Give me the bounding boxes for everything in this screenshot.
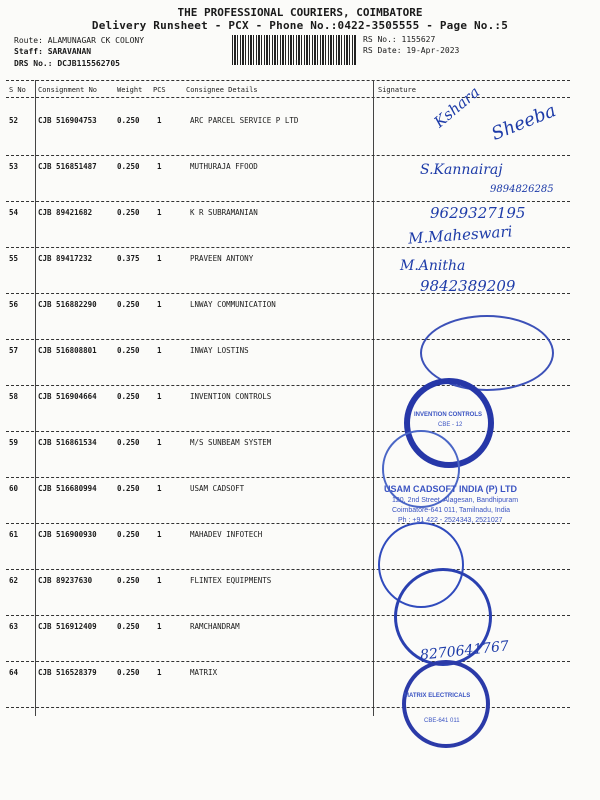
row-weight: 0.250	[117, 346, 140, 355]
row-consignee: MAHADEV INFOTECH	[190, 530, 263, 539]
row-consignee: MATRIX	[190, 668, 218, 677]
route-line	[14, 36, 144, 45]
header-top-rule	[6, 80, 570, 81]
row-consignee: INVENTION CONTROLS	[190, 392, 272, 401]
col-consignment: Consignment No	[38, 86, 98, 94]
drs-value: DCJB115562705	[57, 59, 120, 68]
row-consignee: ARC PARCEL SERVICE P LTD	[190, 116, 299, 125]
col-consignee: Consignee Details	[186, 86, 258, 94]
handwritten-phone: 8270641767	[419, 638, 510, 664]
rs-date-line	[363, 46, 459, 55]
row-rule	[6, 661, 570, 662]
row-weight: 0.250	[117, 392, 140, 401]
row-weight: 0.250	[117, 438, 140, 447]
invention-stamp-text: INVENTION CONTROLS	[414, 412, 483, 418]
usam-stamp-address: Coimbatore-641 011, Tamilnadu, India	[392, 507, 511, 514]
row-rule	[6, 569, 570, 570]
barcode	[232, 35, 356, 65]
row-sno: 53	[9, 162, 19, 171]
row-consignment: CJB 89417232	[38, 254, 93, 263]
row-pcs: 1	[157, 392, 162, 401]
row-pcs: 1	[157, 622, 162, 631]
rs-no-value: 1155627	[401, 35, 436, 44]
row-consignment: CJB 516904753	[38, 116, 97, 125]
row-rule	[6, 477, 570, 478]
row-pcs: 1	[157, 300, 162, 309]
row-pcs: 1	[157, 484, 162, 493]
row-weight: 0.250	[117, 116, 140, 125]
row-sno: 63	[9, 622, 19, 631]
row-sno: 57	[9, 346, 19, 355]
staff-line	[14, 47, 91, 56]
usam-stamp-address: 120, 2nd Street, Alagesan, Bandhipuram	[392, 497, 519, 504]
company-title: THE PROFESSIONAL COURIERS, COIMBATORE	[177, 6, 423, 19]
row-pcs: 1	[157, 438, 162, 447]
row-sno: 62	[9, 576, 19, 585]
drs-label: DRS No.:	[14, 59, 53, 68]
row-weight: 0.250	[117, 576, 140, 585]
row-sno: 59	[9, 438, 19, 447]
col-sno: S No	[9, 86, 26, 94]
row-consignment: CJB 516904664	[38, 392, 97, 401]
row-consignment: CJB 516851487	[38, 162, 97, 171]
invention-stamp-sub: CBE - 12	[438, 422, 463, 428]
row-pcs: 1	[157, 116, 162, 125]
rs-no-label: RS No.:	[363, 35, 397, 44]
signature-maheswari: M.Maheswari	[407, 222, 513, 248]
usam-stamp-name: USAM CADSOFT INDIA (P) LTD	[384, 484, 517, 494]
row-consignee: LNWAY COMMUNICATION	[190, 300, 276, 309]
row-pcs: 1	[157, 530, 162, 539]
row-rule	[6, 247, 570, 248]
rs-no-line	[363, 35, 435, 44]
row-consignee: M/S SUNBEAM SYSTEM	[190, 438, 272, 447]
row-pcs: 1	[157, 668, 162, 677]
col-pcs: PCS	[153, 86, 166, 94]
row-consignment: CJB 516528379	[38, 668, 97, 677]
matrix-electricals-stamp	[402, 660, 490, 748]
row-weight: 0.250	[117, 622, 140, 631]
rs-date-value: 19-Apr-2023	[406, 46, 460, 55]
row-sno: 55	[9, 254, 19, 263]
row-consignment: CJB 516882290	[38, 300, 97, 309]
staff-label: Staff:	[14, 47, 43, 56]
matrix-stamp-sub: CBE-641 011	[424, 718, 460, 724]
row-weight: 0.250	[117, 668, 140, 677]
signature-kannairaj: S.Kannairaj	[420, 162, 503, 178]
row-pcs: 1	[157, 162, 162, 171]
handwritten-phone: 9842389209	[420, 277, 516, 295]
row-rule	[6, 201, 570, 202]
row-sno: 56	[9, 300, 19, 309]
row-consignee: PRAVEEN ANTONY	[190, 254, 254, 263]
row-rule	[6, 155, 570, 156]
handwritten-phone: 9629327195	[430, 204, 526, 222]
row-sno: 60	[9, 484, 19, 493]
row-consignee: INWAY LOSTINS	[190, 346, 249, 355]
row-sno: 52	[9, 116, 19, 125]
header-bottom-rule	[6, 97, 570, 98]
row-weight: 0.375	[117, 254, 140, 263]
round-stamp	[394, 568, 492, 666]
signature-sheeba: Sheeba	[488, 100, 559, 145]
row-sno: 64	[9, 668, 19, 677]
row-consignment: CJB 516680994	[38, 484, 97, 493]
row-consignment: CJB 516912409	[38, 622, 97, 631]
row-consignee: RAMCHANDRAM	[190, 622, 240, 631]
row-pcs: 1	[157, 576, 162, 585]
row-consignee: USAM CADSOFT	[190, 484, 245, 493]
usam-stamp-phone: Ph : +91 422 - 2524343, 2521027	[398, 517, 503, 524]
row-consignee: MUTHURAJA FFOOD	[190, 162, 258, 171]
signature-anitha: M.Anitha	[400, 258, 466, 274]
row-pcs: 1	[157, 254, 162, 263]
row-weight: 0.250	[117, 484, 140, 493]
route-value: ALAMUNAGAR CK COLONY	[47, 36, 145, 45]
row-consignment: CJB 89421682	[38, 208, 93, 217]
row-weight: 0.250	[117, 530, 140, 539]
row-weight: 0.250	[117, 208, 140, 217]
row-consignment: CJB 89237630	[38, 576, 93, 585]
row-consignee: FLINTEX EQUIPMENTS	[190, 576, 272, 585]
row-sno: 61	[9, 530, 19, 539]
matrix-stamp-text: MATRIX ELECTRICALS	[404, 693, 471, 699]
signature-scribble: Kshara	[430, 82, 484, 132]
row-consignee: K R SUBRAMANIAN	[190, 208, 258, 217]
row-consignment: CJB 516808801	[38, 346, 97, 355]
route-label: Route:	[14, 36, 43, 45]
rs-date-label: RS Date:	[363, 46, 402, 55]
row-weight: 0.250	[117, 162, 140, 171]
row-sno: 58	[9, 392, 19, 401]
row-sno: 54	[9, 208, 19, 217]
staff-value: SARAVANAN	[47, 47, 92, 56]
col-signature: Signature	[378, 86, 416, 94]
row-pcs: 1	[157, 208, 162, 217]
row-pcs: 1	[157, 346, 162, 355]
row-weight: 0.250	[117, 300, 140, 309]
handwritten-phone: 9894826285	[490, 184, 554, 195]
col-weight: Weight	[117, 86, 143, 94]
runsheet-title: Delivery Runsheet - PCX - Phone No.:0422-3505555 - Page No.:5	[91, 19, 509, 32]
drs-line	[14, 59, 120, 68]
row-consignment: CJB 516861534	[38, 438, 97, 447]
row-consignment: CJB 516900930	[38, 530, 97, 539]
